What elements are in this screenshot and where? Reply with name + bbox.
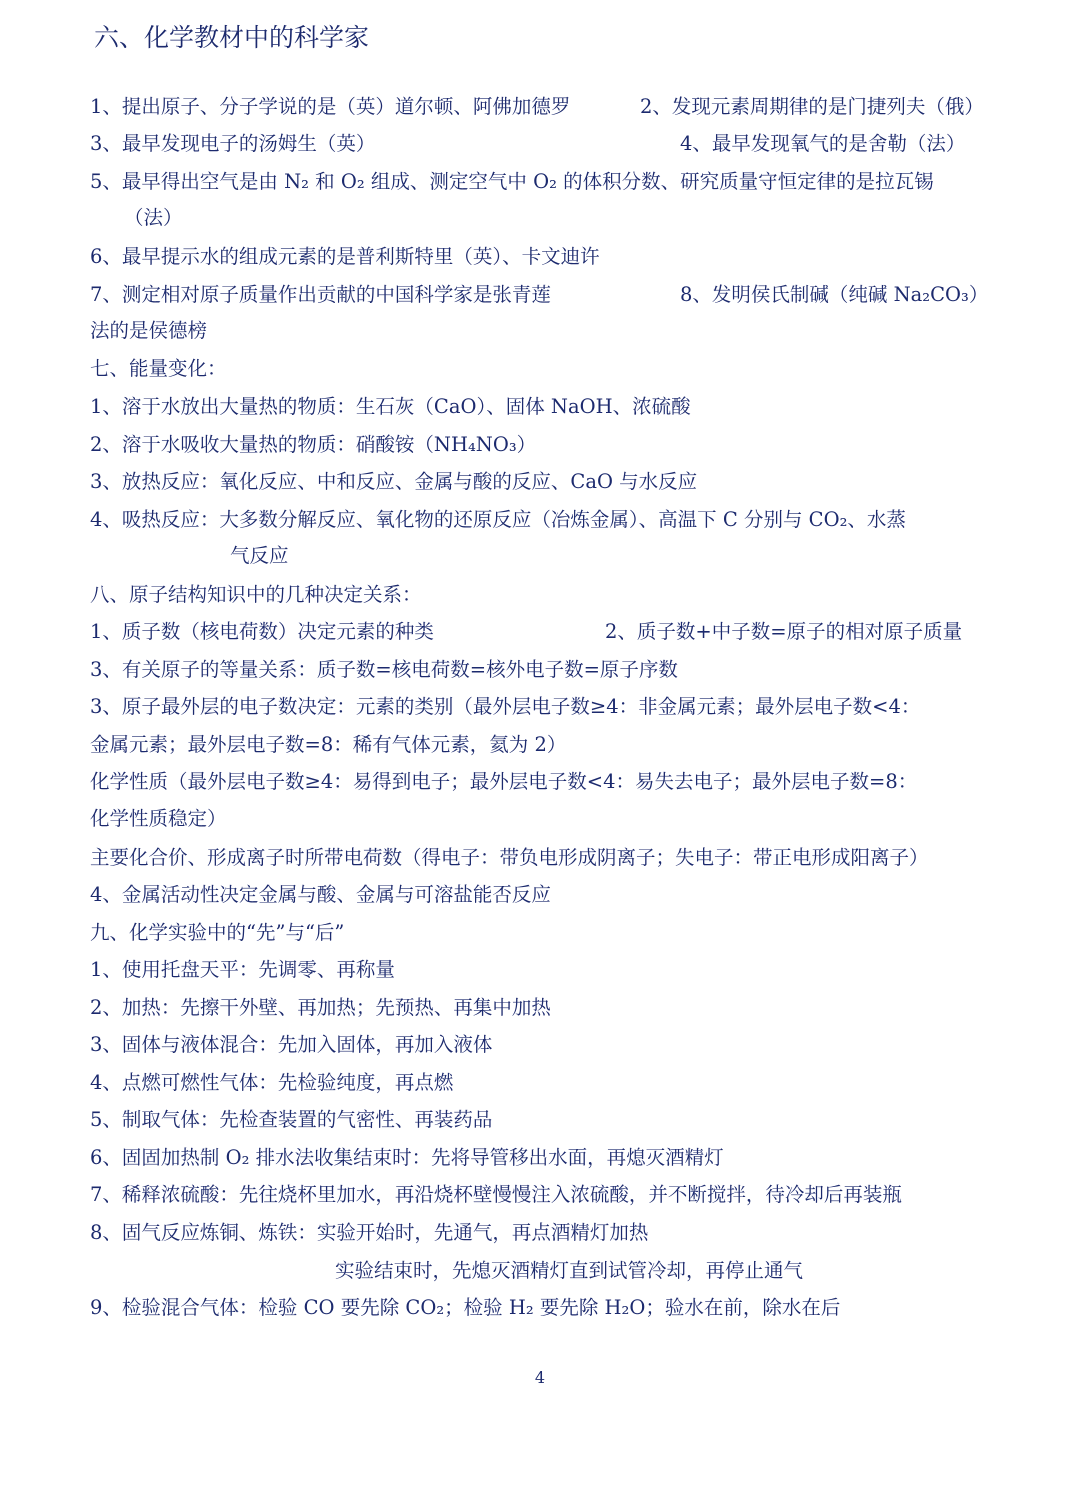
s6-line-3: 5、最早得出空气是由 N₂ 和 O₂ 组成、测定空气中 O₂ 的体积分数、研究质量守恒定律的是拉瓦锡 bbox=[90, 170, 934, 193]
s8-line-8: 4、金属活动性决定金属与酸、金属与可溶盐能否反应 bbox=[90, 883, 551, 906]
s8-line-1b: 2、质子数+中子数=原子的相对原子质量 bbox=[605, 620, 963, 643]
s7-line-1: 1、溶于水放出大量热的物质：生石灰（CaO）、固体 NaOH、浓硫酸 bbox=[90, 395, 691, 418]
section-7-heading: 七、能量变化： bbox=[90, 357, 227, 380]
s6-line-1a: 1、提出原子、分子学说的是（英）道尔顿、阿佛加德罗 bbox=[90, 95, 571, 118]
s6-line-1b: 2、发现元素周期律的是门捷列夫（俄） bbox=[640, 95, 984, 118]
s7-line-2: 2、溶于水吸收大量热的物质：硝酸铵（NH₄NO₃） bbox=[90, 433, 537, 456]
s6-line-4: （法） bbox=[124, 206, 183, 229]
s9-line-1: 1、使用托盘天平：先调零、再称量 bbox=[90, 958, 395, 981]
s7-line-5: 气反应 bbox=[230, 544, 289, 567]
s8-line-6: 化学性质稳定） bbox=[90, 807, 227, 830]
section-9-heading: 九、化学实验中的“先”与“后” bbox=[90, 921, 345, 944]
s8-line-5: 化学性质（最外层电子数≥4：易得到电子；最外层电子数<4：易失去电子；最外层电子数=8： bbox=[90, 770, 918, 793]
s8-line-7: 主要化合价、形成离子时所带电荷数（得电子：带负电形成阴离子；失电子：带正电形成阳离子） bbox=[90, 846, 929, 869]
s9-line-8: 8、固气反应炼铜、炼铁：实验开始时，先通气，再点酒精灯加热 bbox=[90, 1221, 649, 1244]
section-6-heading: 六、化学教材中的科学家 bbox=[94, 23, 370, 52]
s7-line-4: 4、吸热反应：大多数分解反应、氧化物的还原反应（冶炼金属）、高温下 C 分别与 CO₂、水蒸 bbox=[90, 508, 906, 531]
s9-line-10: 9、检验混合气体：检验 CO 要先除 CO₂；检验 H₂ 要先除 H₂O；验水在前，除水在后 bbox=[90, 1296, 841, 1319]
s6-line-6a: 7、测定相对原子质量作出贡献的中国科学家是张青莲 bbox=[90, 283, 551, 306]
s8-line-2: 3、有关原子的等量关系：质子数=核电荷数=核外电子数=原子序数 bbox=[90, 658, 678, 681]
section-8-heading: 八、原子结构知识中的几种决定关系： bbox=[90, 583, 422, 606]
s9-line-7: 7、稀释浓硫酸：先往烧杯里加水，再沿烧杯壁慢慢注入浓硫酸，并不断搅拌，待冷却后再装瓶 bbox=[90, 1183, 902, 1206]
s8-line-1a: 1、质子数（核电荷数）决定元素的种类 bbox=[90, 620, 434, 643]
s8-line-4: 金属元素；最外层电子数=8：稀有气体元素，氦为 2） bbox=[90, 733, 567, 756]
s9-line-2: 2、加热：先擦干外壁、再加热；先预热、再集中加热 bbox=[90, 996, 551, 1019]
s9-line-4: 4、点燃可燃性气体：先检验纯度，再点燃 bbox=[90, 1071, 454, 1094]
s9-line-9: 实验结束时，先熄灭酒精灯直到试管冷却，再停止通气 bbox=[335, 1259, 804, 1282]
s6-line-6b: 8、发明侯氏制碱（纯碱 Na₂CO₃） bbox=[680, 283, 989, 306]
s6-line-2b: 4、最早发现氧气的是舍勒（法） bbox=[680, 132, 966, 155]
s9-line-3: 3、固体与液体混合：先加入固体，再加入液体 bbox=[90, 1033, 493, 1056]
s9-line-6: 6、固固加热制 O₂ 排水法收集结束时：先将导管移出水面，再熄灭酒精灯 bbox=[90, 1146, 724, 1169]
s6-line-5: 6、最早提示水的组成元素的是普利斯特里（英）、卡文迪许 bbox=[90, 245, 600, 268]
s6-line-7: 法的是侯德榜 bbox=[90, 319, 208, 342]
s8-line-3: 3、原子最外层的电子数决定：元素的类别（最外层电子数≥4：非金属元素；最外层电子数<4： bbox=[90, 695, 921, 718]
s7-line-3: 3、放热反应：氧化反应、中和反应、金属与酸的反应、CaO 与水反应 bbox=[90, 470, 698, 493]
s9-line-5: 5、制取气体：先检查装置的气密性、再装药品 bbox=[90, 1108, 493, 1131]
page-number: 4 bbox=[534, 1368, 546, 1387]
s6-line-2a: 3、最早发现电子的汤姆生（英） bbox=[90, 132, 376, 155]
